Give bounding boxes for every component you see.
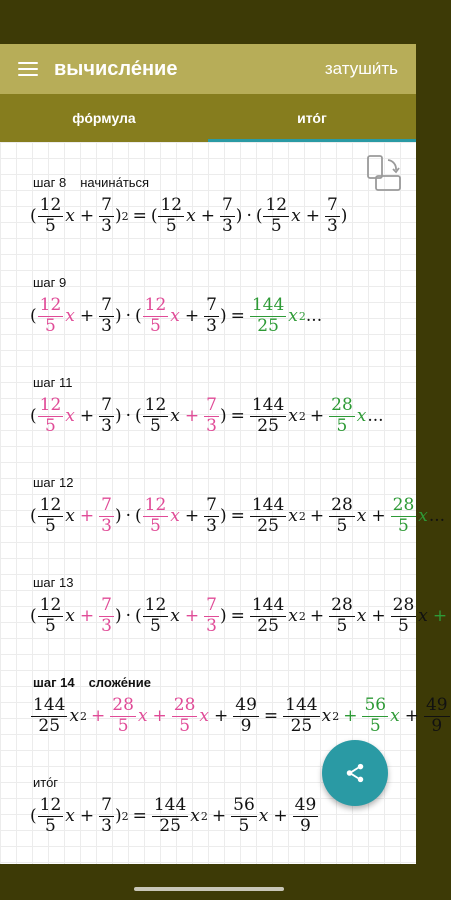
status-bar: [0, 0, 416, 44]
step-label: начина́ться: [80, 175, 150, 190]
step-number: шаг 9: [33, 275, 67, 290]
tab-formula[interactable]: фо́рмула: [72, 110, 136, 126]
app-title: вычисле́ние: [54, 57, 178, 80]
step-number: шаг 12: [33, 475, 74, 490]
step-expression: ( $\frac{12}{5}$ x + $\frac{7}{3}$ ) · ( $\frac{12}{5}$ x + $\frac{7}{3}$ ) = $\frac{144}{25}$ x 2 + $\frac{28}{5}$ x + $\frac{28}{5}$ x +: [30, 595, 448, 636]
step-expression: ( $\frac{12}{5}$ x + $\frac{7}{3}$ ) 2 = $\frac{144}{25}$ x 2 + $\frac{56}{5}$ x + $\frac{49}{9}$: [30, 795, 317, 836]
share-icon: [344, 762, 366, 784]
tab-result[interactable]: ито́г: [208, 94, 416, 142]
tab-bar: [0, 94, 416, 142]
step-expression: ( $\frac{12}{5}$ x + $\frac{7}{3}$ ) 2 = ( $\frac{12}{5}$ x + $\frac{7}{3}$ ) · ( $\frac{12}{5}$ x + $\frac{7}{3}$ ): [30, 195, 348, 236]
step-expression: $\frac{144}{25}$ x 2 + $\frac{28}{5}$ x + $\frac{28}{5}$ x + $\frac{49}{9}$ = $\frac{144}{25}$ x 2 + $\frac{56}{5}$ x + $\frac{49}{9}$: [33, 695, 448, 736]
step-number: шаг 13: [33, 575, 74, 590]
app-bar: [0, 44, 416, 94]
menu-icon[interactable]: [18, 62, 38, 76]
home-indicator[interactable]: [134, 887, 284, 891]
step-label: сложе́ние: [88, 675, 151, 690]
step-expression: ( $\frac{12}{5}$ x + $\frac{7}{3}$ ) · ( $\frac{12}{5}$ x + $\frac{7}{3}$ ) = $\frac{144}{25}$ x 2 + $\frac{28}{5}$ x ...: [30, 395, 384, 436]
step-number: шаг 14: [33, 675, 75, 690]
step-expression: ( $\frac{12}{5}$ x + $\frac{7}{3}$ ) · ( $\frac{12}{5}$ x + $\frac{7}{3}$ ) = $\frac{144}{25}$ x 2 ...: [30, 295, 323, 336]
step-number: ито́г: [33, 775, 59, 790]
step-expression: ( $\frac{12}{5}$ x + $\frac{7}{3}$ ) · ( $\frac{12}{5}$ x + $\frac{7}{3}$ ) = $\frac{144}{25}$ x 2 + $\frac{28}{5}$ x + $\frac{28}{5}$ x ...: [30, 495, 446, 536]
rotate-screen-icon[interactable]: [366, 154, 402, 194]
navigation-bar: [0, 864, 416, 900]
step-number: шаг 11: [33, 375, 73, 390]
step-number: шаг 8: [33, 175, 67, 190]
share-button[interactable]: [322, 740, 388, 806]
action-button[interactable]: затуши́ть: [324, 59, 398, 78]
